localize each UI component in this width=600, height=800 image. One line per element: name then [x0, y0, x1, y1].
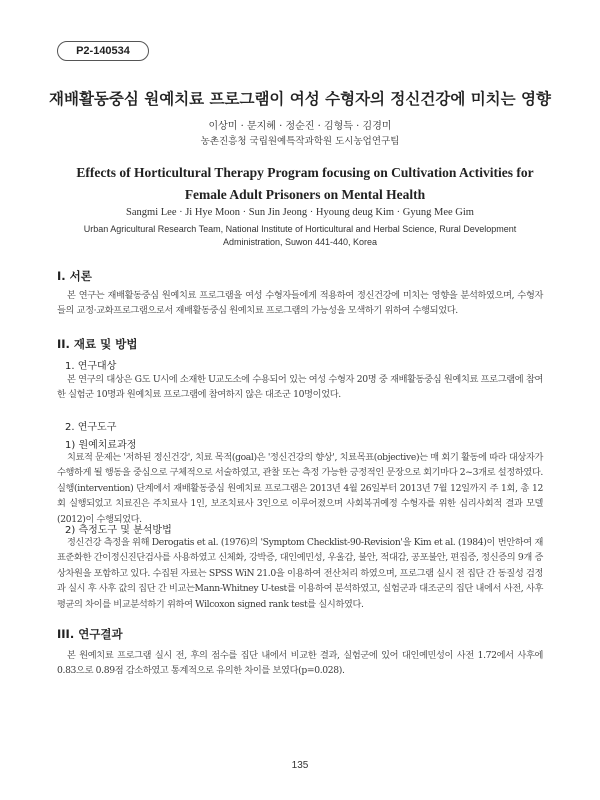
korean-title: 재배활동중심 원예치료 프로그램이 여성 수형자의 정신건강에 미치는 영향	[49, 89, 551, 108]
subsection-heading-instruments: 2. 연구도구	[65, 422, 117, 433]
english-affiliation: Urban Agricultural Research Team, National Institute of Horticultural and Herbal Science, Rural Development Administration, Suwon 441-440, Korea	[83, 224, 517, 247]
measurement-paragraph: 정신건강 측정을 위해 Derogatis et al. (1976)의 'Symptom Checklist-90-Revision'을 Kim et al. (1984)이 번안하여 재표준화한 간이정신진단검사를 사용하였고 신체화, 강박증, 대인예민성, 우울감, 불안, 적대감, 공포불안, 편집증, 정신증의 9개 증상차원을 포함하고 있다. 수집된 자료는 SPSS WiN 21.0을 이용하여 전산처리 하였으며, 프로그램 실시 전 집단 간 동질성 검정과 실시 후 사후 값의 집단 간 비교는Mann-Whitney U-test를 이용하여 분석하였고, 실험군과 대조군의 집단 내에서 사전, 사후 평균의 차이를 비교분석하기 위하여 Wilcoxon signed rank test를 실시하였다.	[57, 537, 543, 610]
korean-affiliation: 농촌진흥청 국립원예특작과학원 도시농업연구팀	[200, 136, 400, 147]
abstract-id-badge: P2-140534	[57, 41, 149, 61]
section-heading-methods: II. 재료 및 방법	[57, 337, 138, 351]
section-heading-results: III. 연구결과	[57, 627, 123, 641]
page-number: 135	[291, 760, 309, 771]
results-paragraph: 본 원예치료 프로그램 실시 전, 후의 점수를 집단 내에서 비교한 결과, 실험군에 있어 대인예민성이 사전 1.72에서 사후에 0.83으로 0.89점 감소하였고 통계적으로 유의한 차이를 보였다(p=0.028).	[57, 650, 543, 677]
english-title: Effects of Horticultural Therapy Program focusing on Cultivation Activities for Female Adult Prisoners on Mental Health	[76, 165, 534, 202]
section-heading-introduction: I. 서론	[57, 269, 92, 283]
subsection-heading-measurement: 2) 측정도구 및 분석방법	[65, 525, 172, 536]
korean-authors: 이상미 · 문지혜 · 정순진 · 김형득 · 김경미	[208, 121, 392, 132]
subsection-heading-therapy-process: 1) 원예치료과정	[65, 440, 137, 451]
introduction-paragraph: 본 연구는 재배활동중심 원예치료 프로그램을 여성 수형자들에게 적용하여 정신건강에 미치는 영향을 분석하였으며, 수형자들의 교정·교화프로그램으로서 재배활동중심 원예치료 프로그램의 가능성을 모색하기 위하여 수행되었다.	[57, 290, 543, 317]
english-authors: Sangmi Lee · Ji Hye Moon · Sun Jin Jeong · Hyoung deug Kim · Gyung Mee Gim	[126, 207, 474, 218]
therapy-process-paragraph: 치료적 문제는 '저하된 정신건강', 치료 목적(goal)은 '정신건강의 향상', 치료목표(objective)는 매 회기 활동에 따라 대상자가 수행하게 될 행동을 중심으로 구체적으로 서술하였고, 관찰 또는 측정 가능한 긍정적인 문장으로 회기마다 2~3개로 설정하였다. 실행(intervention) 단계에서 재배활동중심 원예치료 프로그램은 2013년 4월 26일부터 2013년 7월 12일까지 주 1회, 총 12회 실행되었고 치료진은 주치료사 1인, 보조치료사 3인으로 이루어졌으며 사회복귀예정 수형자를 위한 심리사회적 결과 모델(2012)이 수행되었다.	[57, 452, 543, 525]
subjects-paragraph: 본 연구의 대상은 G도 U시에 소재한 U교도소에 수용되어 있는 여성 수형자 20명 중 재배활동중심 원예치료 프로그램에 참여한 실험군 10명과 원예치료 프로그램에 참여하지 않은 대조군 10명이었다.	[57, 374, 543, 401]
subsection-heading-subjects: 1. 연구대상	[65, 361, 117, 372]
